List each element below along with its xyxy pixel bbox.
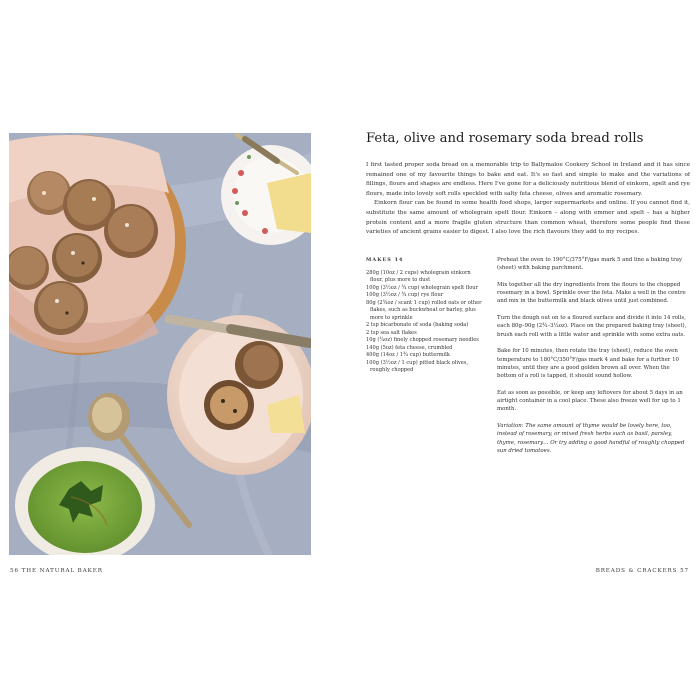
ingredient-item: 2 tsp sea salt flakes [366, 329, 417, 336]
recipe-photo [9, 133, 311, 555]
method-step: Bake for 10 minutes, then rotate the tray (sheet), reduce the oven temperature to 180°C/350°F/gas mark 4 and bake for a further 10 minutes, until they are a good golden brown all over. When the bottom of a roll is tapped, it should sound hollow. [497, 348, 679, 380]
ingredient-item: 100g (3½oz / ¾ cup) wholegrain spelt flour [366, 284, 479, 291]
yield-label: MAKES 14 [366, 257, 404, 263]
recipe-title: Feta, olive and rosemary soda bread rolls [366, 131, 644, 146]
page-number-left: 56 THE NATURAL BAKER [10, 568, 103, 574]
intro-paragraph: I first tasted proper soda bread on a memorable trip to Ballymaloe Cookery School in Ireland and it has since remained one of my favourite things to bake and eat. It's so fast and simple to make and the variations of fillings, flours and shapes are endless. Here I've gone for a deliciously nutritious blend of einkorn, spelt and rye flours, made into lovely soft rolls speckled with salty feta cheese, olives and aromatic rosemary. [366, 162, 690, 197]
ingredient-item: 80g (2¾oz / scant 1 cup) rolled oats or other flakes, such as buckwheat or barley, plus more to sprinkle [366, 299, 482, 321]
ingredient-item: 100g (3½oz / 1 cup) pitted black olives, roughly chopped [366, 359, 469, 373]
roll-plate [167, 315, 311, 475]
intro-paragraph: Einkorn flour can be found in some health food shops, larger supermarkets and online. If you cannot find it, substitute the same amount of wholegrain spelt flour. Einkorn – along with emmer and spelt – has a higher protein content and a more fragile gluten structure than common wheat, therefore some people find these varieties of ancient grains easier to digest. I also love the rich flavours they add to my recipes. [366, 200, 690, 236]
ingredient-item: 2 tsp bicarbonate of soda (baking soda) [366, 322, 469, 328]
recipe-intro [366, 161, 690, 238]
page-number-right: BREADS & CRACKERS 57 [595, 568, 689, 574]
method-step: Mix together all the dry ingredients from the flours to the chopped rosemary in a bowl. Sprinkle over the feta. Make a well in the centre and mix in the buttermilk and black olives until just combined. [497, 281, 686, 305]
variation-note: Variation: The same amount of thyme would be lovely here, too, instead of rosemary, or mixed fresh herbs such as basil, parsley, thyme, rosemary… Or try adding a good handful of roughly chopped sun dried tomatoes. [497, 422, 685, 454]
method-step: Preheat the oven to 190°C/375°F/gas mark 5 and line a baking tray (sheet) with baking parchment. [497, 257, 683, 272]
ingredient-item: 280g (10oz / 2 cups) wholegrain einkorn flour, plus more to dust [366, 269, 471, 283]
method-step: Turn the dough out on to a floured surface and divide it into 14 rolls, each 80g–90g (2¾–3¼oz). Place on the prepared baking tray (sheet), brush each roll with a little water and sprinkle with some extra oats. [497, 315, 687, 338]
photo-illustration [9, 133, 311, 555]
ingredient-item: 10g (¼oz) finely chopped rosemary needles [366, 337, 479, 343]
method-step: Eat as soon as possible, or keep any leftovers for about 5 days in an airtight container in a cool place. These also freeze well for up to 1 month. [497, 389, 683, 413]
ingredient-item: 400g (14oz / 1¾ cup) buttermilk [366, 352, 450, 358]
ingredient-item: 100g (3½oz / ¾ cup) rye flour [366, 292, 444, 298]
ingredients-list [366, 257, 484, 375]
method-steps [497, 256, 690, 463]
ingredient-item: 140g (5oz) feta cheese, crumbled [366, 344, 453, 351]
